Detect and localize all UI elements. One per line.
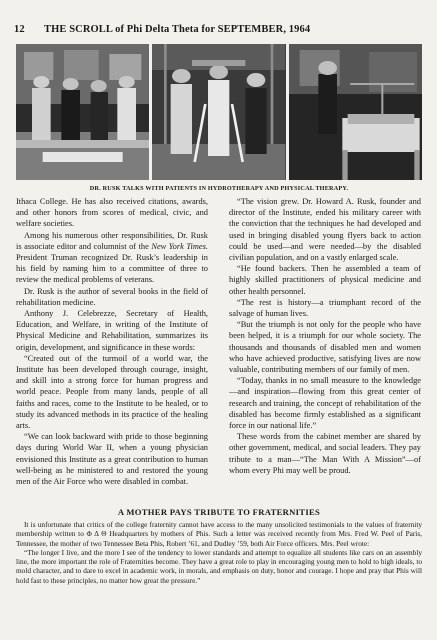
paragraph: “The vision grew. Dr. Howard A. Rusk, founder and director of the Institute, ended his military career with the conviction that the techniques he had developed and used in bringing disabled young flyers back to action could be used—and were needed—by the disabled civilian population, and on a vastly enlarged scale. bbox=[229, 197, 421, 263]
paragraph: “Today, thanks in no small measure to the knowledge—and inspiration—flowing from this great center of research and training, the concept of rehabilitation of the disabled has become firmly established as a significant force in our national life.” bbox=[229, 376, 421, 431]
article-body bbox=[16, 196, 424, 506]
physical-therapy-photo bbox=[152, 44, 285, 180]
paragraph: “The rest is history—a triumphant record of the salvage of human lives. bbox=[229, 297, 421, 319]
page-number: 12 bbox=[14, 24, 25, 35]
section-heading: A MOTHER PAYS TRIBUTE TO FRATERNITIES bbox=[117, 507, 321, 517]
photo-strip bbox=[16, 44, 422, 180]
left-column bbox=[16, 196, 208, 487]
paragraph: “Created out of the turmoil of a world war, the Institute has been developed through courage, insight, and skill into a strong force for human progress and world peace. People from many lands, people of all faiths and races, come to the Institute to be healed, or to study its advanced methods in its practice of the healing arts. bbox=[16, 353, 208, 431]
paragraph: Anthony J. Celebrezze, Secretary of Health, Education, and Welfare, in writing of the Institute of Physical Medicine and Rehabilitation, summarizes its origin, development, and significance in these words: bbox=[16, 309, 208, 352]
photo-caption: DR. RUSK TALKS WITH PATIENTS IN HYDROTHERAPY AND PHYSICAL THERAPY. bbox=[89, 185, 349, 192]
patient-bed-photo bbox=[289, 44, 422, 180]
hydrotherapy-photo bbox=[16, 44, 149, 180]
paragraph: “But the triumph is not only for the people who have been helped, it is a triumph for our whole society. The thousands and thousands of disabled men and women who have achieved productive, satisfying lives are now valuable, contributing members of our family of men. bbox=[229, 320, 421, 375]
right-column bbox=[229, 196, 421, 476]
tribute-section bbox=[16, 520, 422, 585]
paragraph: It is unfortunate that critics of the college fraternity cannot have access to the many unsolicited testimonials to the values of fraternity membership written to Φ Δ Θ Headquarters by mothers of Phis. Such a letter was received recently from Mrs. Fred W. Peel of Paris, Tennessee, the mother of two Tennessee Beta Phis, Robert ’61, and Dudley ’59, both Air Force officers. Mrs. Peel wrote: bbox=[16, 520, 422, 548]
quoted-letter: “The longer I live, and the more I see of the tendency to lower standards and attempt to equalize all students like cars on an assembly line, the more important the role of Fraternities become. They have a great role to play in encouraging young men to hold to high ideals, to mold character, and to dare to excel in academic work, in morals, and emphasis on duty, honor and courage. I hope and pray that Phis will hold fast to these principles, no matter how great the pressure.” bbox=[16, 547, 422, 585]
paragraph: Ithaca College. He has also received citations, awards, and other honors from scores of medical, civic, and welfare societies. bbox=[16, 197, 208, 229]
paragraph: “We can look backward with pride to those beginning days during World War II, when a young physician envisioned this Institute as a great contribution to human well-being as he ministered to and restored the young men of the Air Force who were disabled in combat. bbox=[16, 432, 208, 487]
paragraph: These words from the cabinet member are shared by other government, medical, and social leaders. They pay tribute to a man—“The Man With A Mission”—of whom every Phi may well be proud. bbox=[229, 432, 421, 475]
paragraph: Among his numerous other responsibilities, Dr. Rusk is associate editor and columnist of the New York Times. President Truman recognized Dr. Rusk’s leadership in his field by naming him to a committee of three to review the medical problems of veterans. bbox=[16, 230, 208, 285]
running-head bbox=[14, 24, 424, 38]
journal-title: THE SCROLL of Phi Delta Theta for SEPTEMBER, 1964 bbox=[44, 24, 311, 35]
newspaper-title: New York Times. bbox=[151, 241, 208, 251]
paragraph: “He found backers. Then he assembled a team of highly skilled practitioners of physical medicine and other health personnel. bbox=[229, 264, 421, 296]
paragraph: Dr. Rusk is the author of several books in the field of rehabilitation medicine. bbox=[16, 286, 208, 307]
